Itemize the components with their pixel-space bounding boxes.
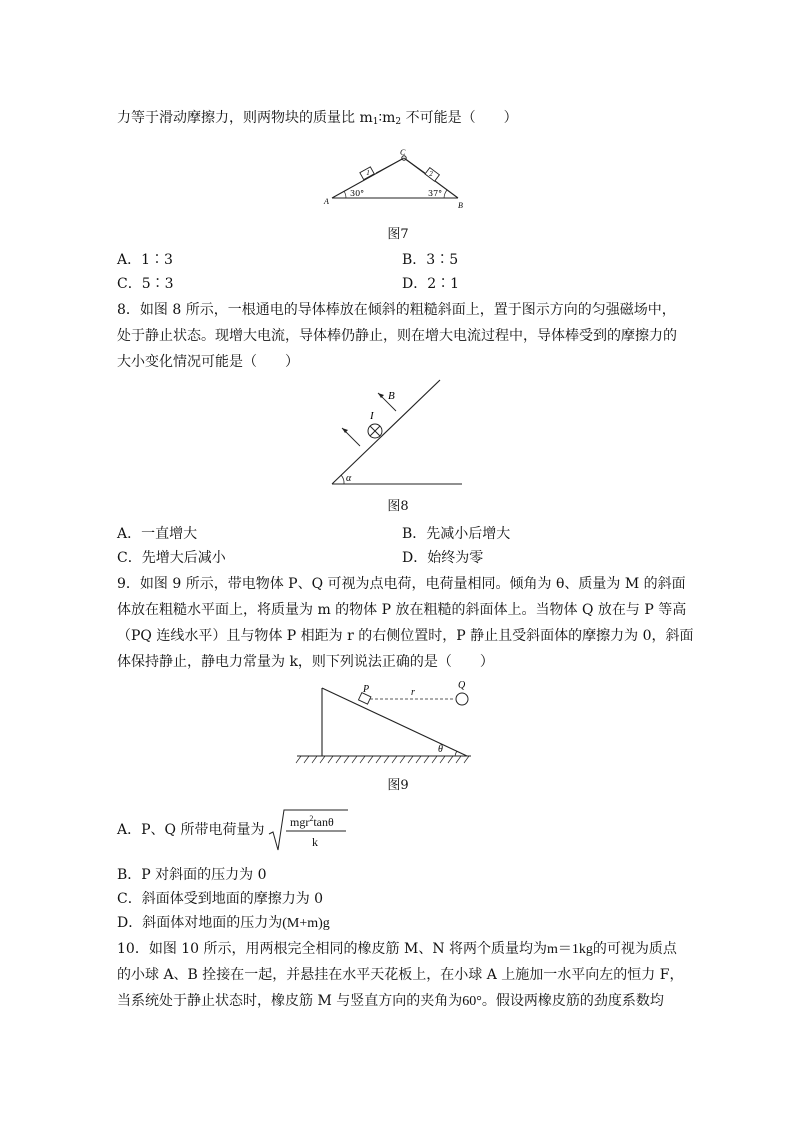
q7-option-a[interactable]: A．1∶3	[117, 252, 173, 268]
fig7-rope-left	[376, 158, 404, 173]
figure-9	[295, 678, 475, 766]
fig8-label-B: B	[388, 390, 395, 402]
fig9-label-Q: Q	[458, 680, 466, 691]
q7-text-end: 不可能是（ ）	[401, 110, 518, 126]
fig9-label-r: r	[411, 687, 415, 698]
q9-line-2: 体放在粗糙水平面上，将质量为 m 的物体 P 放在粗糙的斜面体上。当物体 Q 放在与 P 等高	[117, 602, 687, 618]
q10-line-3: 当系统处于静止状态时，橡皮筋 M 与竖直方向的夹角为60°。假设两橡皮筋的劲度系数均	[117, 993, 664, 1009]
q7-subscript-2: 2	[395, 117, 402, 127]
q10-line-2: 的小球 A、B 拴接在一起，并悬挂在水平天花板上，在小球 A 上施加一水平向左的恒力 F，	[117, 967, 684, 983]
fig7-rope-right	[404, 158, 425, 173]
fig9-label-P: P	[363, 684, 370, 695]
fig8-angle-alpha: α	[346, 473, 352, 484]
fig9-caption: 图9	[387, 778, 409, 793]
figure-7	[320, 148, 480, 218]
q9-option-b[interactable]: B．P 对斜面的压力为 0	[117, 867, 267, 883]
fig7-label-1: 1	[366, 169, 370, 177]
fig7-angle-37: 37°	[428, 189, 443, 198]
q7-tail-line	[117, 108, 518, 132]
q9-line-3: （PQ 连线水平）且与物体 P 相距为 r 的右侧位置时，P 静止且受斜面体的摩擦力为 0，斜面	[117, 628, 694, 644]
q7-text: 力等于滑动摩擦力，则两物块的质量比 m	[117, 110, 373, 126]
fig8-caption: 图8	[387, 499, 409, 514]
fig7-label-B: B	[458, 201, 463, 210]
q8-line-1: 8．如图 8 所示，一根通电的导体棒放在倾斜的粗糙斜面上，置于图示方向的匀强磁场中，	[117, 302, 676, 318]
fig8-label-I: I	[370, 410, 374, 422]
figure-8	[330, 378, 470, 490]
q8-option-a[interactable]: A．一直增大	[117, 526, 198, 542]
q10-line-1: 10．如图 10 所示，用两根完全相同的橡皮筋 M、N 将两个质量均为m＝1kg的可视为质点	[117, 941, 677, 957]
fig7-angle-30: 30°	[350, 189, 365, 198]
q8-line-3: 大小变化情况可能是（ ）	[117, 354, 299, 370]
q8-option-c[interactable]: C．先增大后减小	[117, 550, 226, 566]
q8-option-d[interactable]: D．始终为零	[402, 550, 484, 566]
fig7-label-2: 2	[429, 170, 433, 178]
q8-option-b[interactable]: B．先减小后增大	[402, 526, 511, 542]
fig7-label-C: C	[400, 148, 406, 157]
q7-colon: ∶m	[378, 110, 396, 126]
fig8-incline	[332, 380, 440, 484]
fig7-label-A: A	[324, 197, 329, 206]
fig9-angle-theta: θ	[438, 744, 443, 755]
q8-line-2: 处于静止状态。现增大电流，导体棒仍静止，则在增大电流过程中，导体棒受到的摩擦力的	[117, 328, 677, 344]
q9-option-d[interactable]: D．斜面体对地面的压力为(M+m)g	[117, 915, 330, 931]
fig9-hatch	[296, 756, 469, 763]
q9-option-a-formula: mgr$^2$tanθ k	[268, 808, 348, 860]
q9-option-c[interactable]: C．斜面体受到地面的摩擦力为 0	[117, 891, 324, 907]
q9-line-1: 9．如图 9 所示，带电物体 P、Q 可视为点电荷，电荷量相同。倾角为 θ、质量为 M 的斜面	[117, 576, 686, 592]
q7-option-b[interactable]: B．3∶5	[402, 252, 459, 268]
fig9-charge-Q	[456, 693, 468, 705]
q7-subscript-1: 1	[372, 117, 379, 127]
q9-line-4: 体保持静止，静电力常量为 k，则下列说法正确的是（ ）	[117, 654, 494, 670]
q7-option-c[interactable]: C．5∶3	[117, 276, 174, 292]
fig9-wedge-incline	[322, 688, 467, 756]
q7-option-d[interactable]: D．2∶1	[402, 276, 460, 292]
fig7-caption: 图7	[387, 227, 409, 242]
